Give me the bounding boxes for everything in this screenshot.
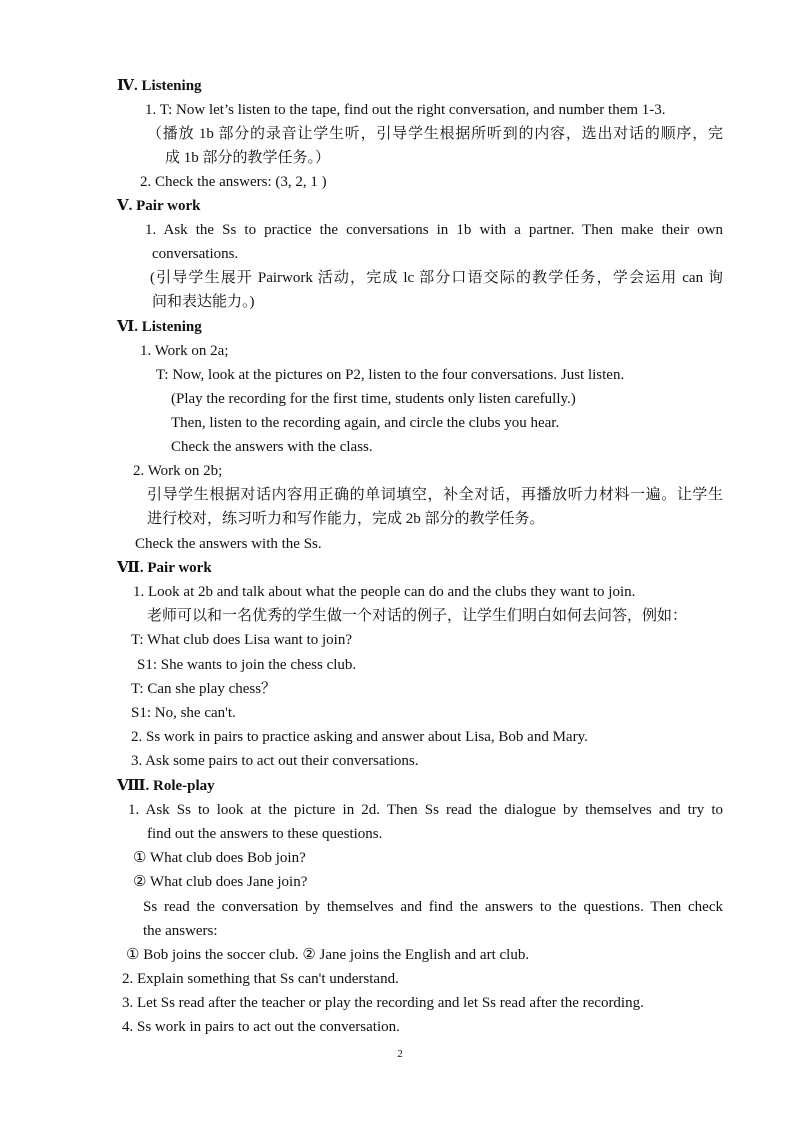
text-line: 1. Work on 2a; bbox=[140, 343, 229, 359]
text-line: 进行校对，练习听力和写作能力，完成 2b 部分的教学任务。 bbox=[147, 511, 545, 527]
section-heading: Ⅵ. Listening bbox=[117, 319, 202, 335]
text-line: 成 1b 部分的教学任务。） bbox=[165, 150, 331, 166]
text-line: 3. Ask some pairs to act out their conversations. bbox=[131, 753, 419, 769]
text-line: Ss read the conversation by themselves and find the answers to the questions. Then check bbox=[143, 899, 723, 915]
text-line: ① What club does Bob join? bbox=[133, 850, 306, 866]
text-line: 1. Ask Ss to look at the picture in 2d. Then Ss read the dialogue by themselves and try to bbox=[128, 802, 723, 818]
page-number: 2 bbox=[397, 1048, 403, 1060]
text-line: 4. Ss work in pairs to act out the conversation. bbox=[122, 1019, 400, 1035]
text-line: the answers: bbox=[143, 923, 218, 939]
text-line: 2. Check the answers: (3, 2, 1 ) bbox=[140, 174, 327, 190]
text-line: S1: No, she can't. bbox=[131, 705, 236, 721]
text-line: 引导学生根据对话内容用正确的单词填空，补全对话，再播放听力材料一遍。让学生 bbox=[147, 487, 723, 503]
text-line: T: Now, look at the pictures on P2, listen to the four conversations. Just listen. bbox=[156, 367, 625, 383]
text-line: conversations. bbox=[152, 246, 239, 262]
section-heading: Ⅷ. Role-play bbox=[117, 778, 215, 794]
section-heading: Ⅶ. Pair work bbox=[117, 560, 212, 576]
text-line: S1: She wants to join the chess club. bbox=[137, 657, 357, 673]
text-line: (引导学生展开 Pairwork 活动，完成 lc 部分口语交际的教学任务，学会运用 can 询 bbox=[150, 270, 723, 286]
text-line: Check the answers with the Ss. bbox=[135, 536, 322, 552]
text-line: 1. T: Now let’s listen to the tape, find out the right conversation, and number them 1-3. bbox=[145, 102, 666, 118]
text-line: find out the answers to these questions. bbox=[147, 826, 383, 842]
text-line: 老师可以和一名优秀的学生做一个对话的例子，让学生们明白如何去问答，例如： bbox=[147, 608, 688, 624]
text-line: 2. Ss work in pairs to practice asking and answer about Lisa, Bob and Mary. bbox=[131, 729, 588, 745]
text-line: 1. Ask the Ss to practice the conversations in 1b with a partner. Then make their own bbox=[145, 222, 723, 238]
text-line: 2. Explain something that Ss can't understand. bbox=[122, 971, 399, 987]
text-line: 问和表达能力。) bbox=[152, 294, 255, 310]
text-line: ① Bob joins the soccer club. ② Jane joins the English and art club. bbox=[126, 947, 530, 963]
text-line: ② What club does Jane join? bbox=[133, 874, 308, 890]
text-line: （播放 1b 部分的录音让学生听，引导学生根据所听到的内容，选出对话的顺序，完 bbox=[147, 126, 723, 142]
section-heading: Ⅴ. Pair work bbox=[117, 198, 201, 214]
text-line: T: What club does Lisa want to join? bbox=[131, 632, 353, 648]
text-line: Then, listen to the recording again, and circle the clubs you hear. bbox=[171, 415, 560, 431]
text-line: (Play the recording for the first time, students only listen carefully.) bbox=[171, 391, 576, 407]
text-line: 2. Work on 2b; bbox=[133, 463, 223, 479]
text-line: T: Can she play chess？ bbox=[131, 681, 277, 697]
section-heading: Ⅳ. Listening bbox=[117, 78, 202, 94]
text-line: 3. Let Ss read after the teacher or play the recording and let Ss read after the recording. bbox=[122, 995, 644, 1011]
text-line: 1. Look at 2b and talk about what the people can do and the clubs they want to join. bbox=[133, 584, 636, 600]
text-line: Check the answers with the class. bbox=[171, 439, 373, 455]
